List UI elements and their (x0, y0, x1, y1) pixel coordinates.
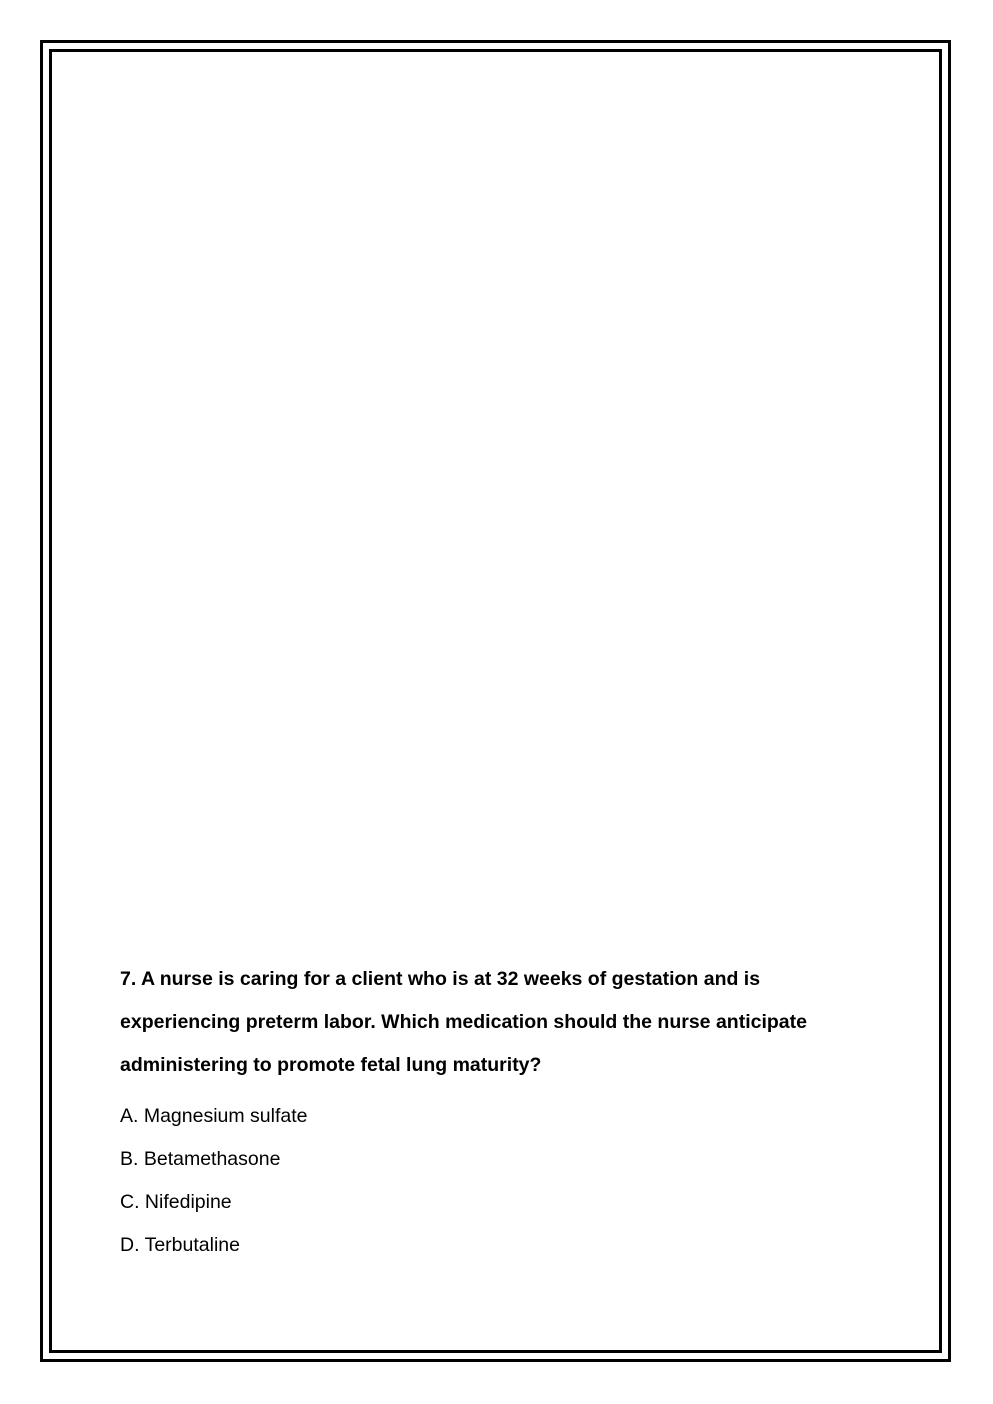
option-c: C. Nifedipine (120, 1191, 232, 1213)
option-d: D. Terbutaline (120, 1234, 240, 1256)
option-a: A. Magnesium sulfate (120, 1105, 308, 1127)
question-text: 7. A nurse is caring for a client who is at 32 weeks of gestation and is experiencing preterm labor. Which medication should the nurse anticipate administering to promote fetal lung maturity? (120, 968, 807, 1076)
option-b: B. Betamethasone (120, 1148, 281, 1170)
answer-options (120, 1095, 308, 1267)
